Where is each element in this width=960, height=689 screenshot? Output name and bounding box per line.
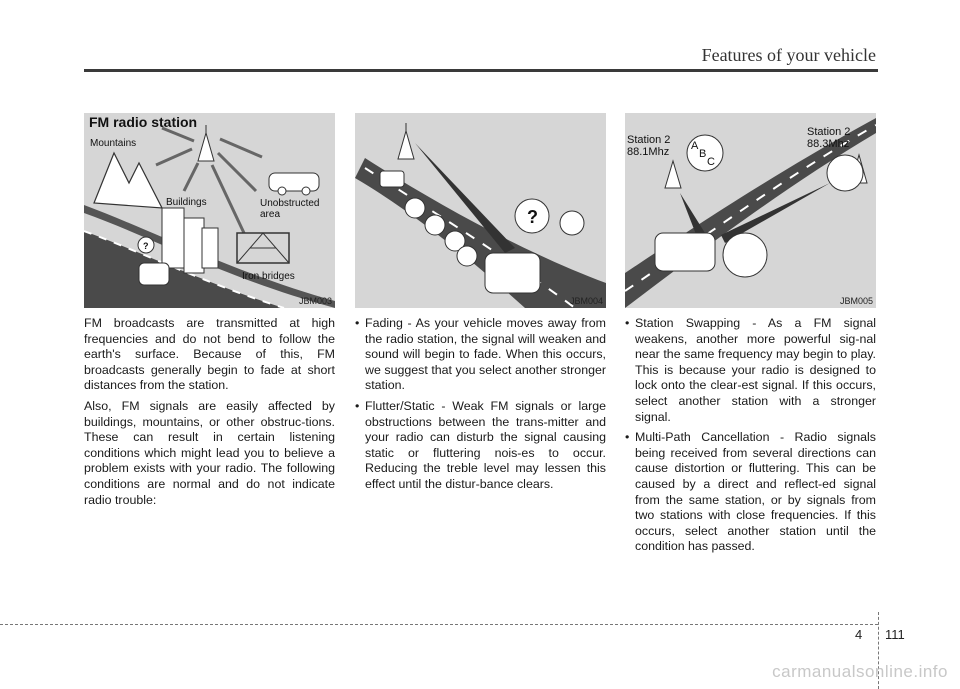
footer-rule bbox=[0, 624, 878, 625]
label-freq-left: 88.1Mhz bbox=[627, 146, 670, 158]
chapter-number: 4 bbox=[855, 627, 863, 642]
vehicle-icon bbox=[655, 233, 715, 271]
label-a: A bbox=[691, 140, 699, 152]
label-b: B bbox=[699, 148, 707, 160]
label-c: C bbox=[707, 156, 715, 168]
tower-icon bbox=[398, 123, 414, 159]
vehicle-icon bbox=[485, 253, 540, 293]
figure-fm-radio-station bbox=[84, 113, 335, 308]
bullet-list bbox=[625, 316, 876, 555]
label-station-right: Station 2 bbox=[807, 126, 851, 138]
list-item: • Multi-Path Cancellation - Radio signals being received from several directions can cause distortion or fluttering. This can be caused by a direct and reflect-ed signal from the same station, or by signals from two stations with close frequencies. If this occurs, select another station until the condition has passed. bbox=[625, 430, 876, 555]
column-right bbox=[625, 316, 876, 560]
list-item: • Station Swapping - As a FM signal weakens, another more powerful sig-nal near the same frequency may begin to play. This is because your radio is designed to lock onto the clear-est signal. If this occurs, select another station with a stronger signal. bbox=[625, 316, 876, 425]
label-iron-bridges: Iron bridges bbox=[242, 271, 295, 282]
figure-code: JBM005 bbox=[839, 296, 873, 306]
signal-box-icon bbox=[380, 171, 404, 187]
car-icon bbox=[269, 173, 319, 195]
list-item: • Fading - As your vehicle moves away from the radio station, the signal will weaken and sound will begin to fade. When this occurs, we suggest that you select another stronger station. bbox=[355, 316, 606, 394]
label-mountains: Mountains bbox=[90, 138, 137, 149]
tower-icon bbox=[198, 125, 214, 161]
running-header: Features of your vehicle bbox=[701, 45, 876, 65]
paragraph: FM broadcasts are transmitted at high frequencies and do not bend to follow the earth's surface. Because of this, FM broadcasts generally begin to fade at short distances from the station. bbox=[84, 316, 335, 393]
figure-title: FM radio station bbox=[89, 114, 198, 130]
label-unobstructed: Unobstructed bbox=[260, 198, 320, 209]
list-item: • Flutter/Static - Weak FM signals or large obstructions between the trans-mitter and your radio can disturb the signal causing static or fluttering nois-es to occur. Reducing the treble level may lessen this effect until the distur-bance clears. bbox=[355, 399, 606, 493]
fm-station-illustration bbox=[84, 113, 335, 308]
column-left bbox=[84, 316, 335, 513]
figure-code: JBM004 bbox=[569, 296, 603, 306]
iron-bridge-icon bbox=[237, 233, 289, 263]
watermark: carmanualsonline.info bbox=[772, 662, 948, 681]
figure-station-swapping bbox=[625, 113, 876, 308]
figure-code: JBM003 bbox=[298, 296, 332, 306]
bullet-list bbox=[355, 316, 606, 493]
vehicle-icon bbox=[139, 263, 169, 285]
figure-fading bbox=[355, 113, 606, 308]
page-number: 111 bbox=[885, 627, 905, 642]
station-swapping-illustration bbox=[625, 113, 876, 308]
fading-illustration bbox=[355, 113, 606, 308]
label-buildings: Buildings bbox=[166, 197, 207, 208]
tower-icon bbox=[665, 161, 681, 188]
label-freq-right: 88.3Mhz bbox=[807, 138, 850, 150]
label-station-left: Station 2 bbox=[627, 134, 671, 146]
label-area: area bbox=[260, 209, 281, 220]
label-question: ? bbox=[527, 207, 538, 227]
paragraph: Also, FM signals are easily affected by buildings, mountains, or other obstruc-tions. These can result in certain listening conditions which might lead you to believe a problem exists with your radio. The following conditions are normal and do not indicate radio trouble: bbox=[84, 398, 335, 507]
label-question: ? bbox=[143, 241, 149, 251]
header-rule bbox=[84, 69, 878, 72]
column-middle bbox=[355, 316, 606, 498]
mountains-icon bbox=[94, 153, 162, 208]
